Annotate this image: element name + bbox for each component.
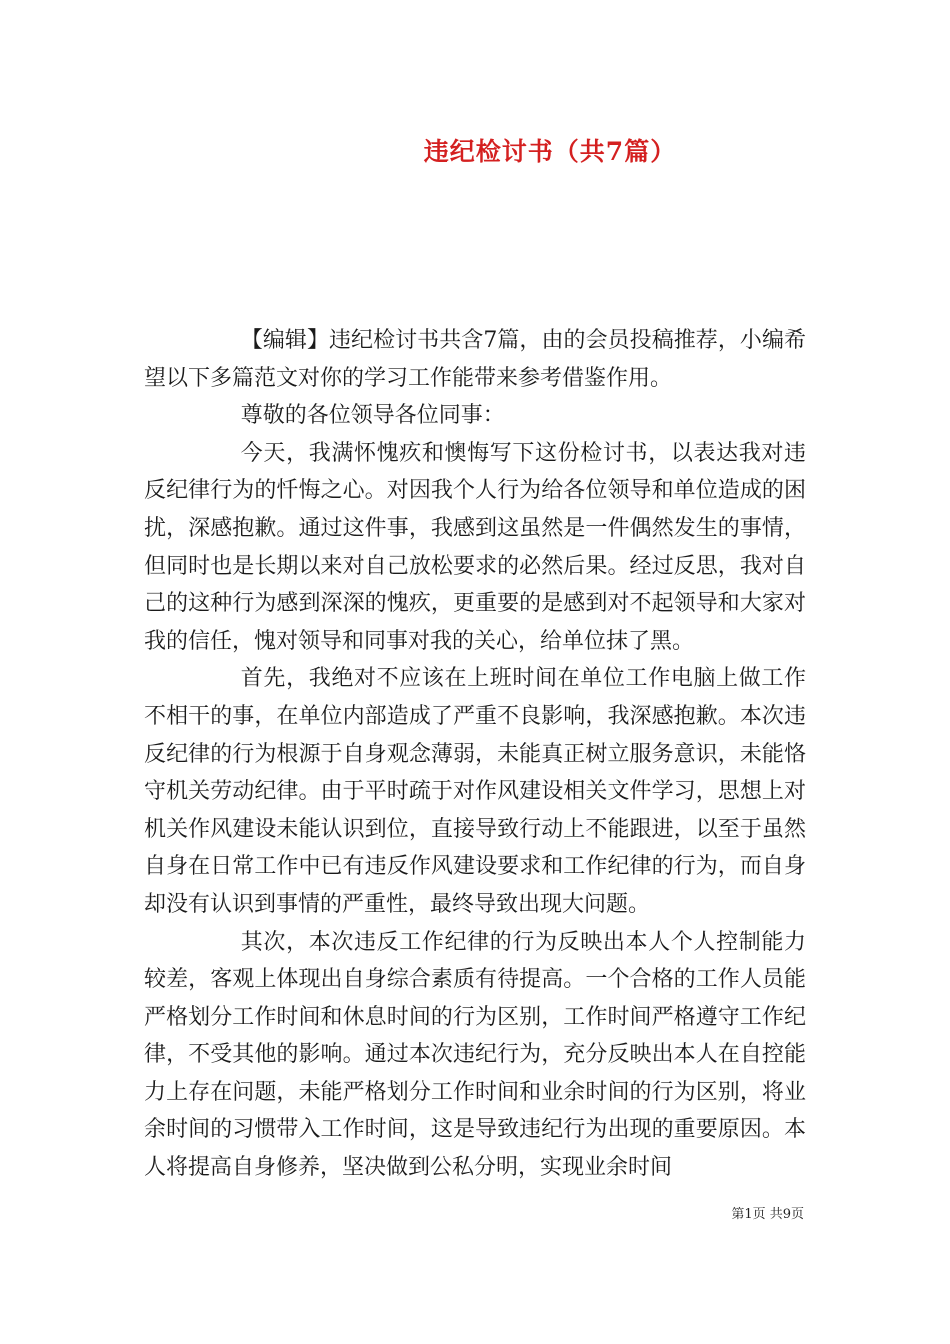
page-number: 第1页 共9页	[731, 1207, 804, 1222]
paragraph-salutation: 尊敬的各位领导各位同事：	[240, 403, 505, 429]
paragraph-body-3: 其次，本次违反工作纪律的行为反映出本人个人控制能力较差，客观上体现出自身综合素质有待提高。一个合格的工作人员能严格划分工作时间和休息时间的行为区别，工作时间严格遵守工作纪律，不受其他的影响。通过本次违纪行为，充分反映出本人在自控能力上存在问题，未能严格划分工作时间和业余时间的行为区别，将业余时间的习惯带入工作时间，这是导致违纪行为出现的重要原因。本人将提高自身修养，坚决做到公私分明，实现业余时间	[144, 929, 806, 1181]
paragraph-intro: 【编辑】违纪检讨书共含7篇，由的会员投稿推荐，小编希望以下多篇范文对你的学习工作能带来参考借鉴作用。	[144, 328, 806, 391]
document-body	[144, 322, 806, 1187]
paragraph-body-2: 首先，我绝对不应该在上班时间在单位工作电脑上做工作不相干的事，在单位内部造成了严重不良影响，我深感抱歉。本次违反纪律的行为根源于自身观念薄弱，未能真正树立服务意识，未能恪守机关劳动纪律。由于平时疏于对作风建设相关文件学习，思想上对机关作风建设未能认识到位，直接导致行动上不能跟进，以至于虽然自身在日常工作中已有违反作风建设要求和工作纪律的行为，而自身却没有认识到事情的严重性，最终导致出现大问题。	[144, 666, 806, 917]
document-title: 违纪检讨书（共7篇）	[423, 137, 677, 166]
paragraph-body-1: 今天，我满怀愧疚和懊悔写下这份检讨书，以表达我对违反纪律行为的忏悔之心。对因我个人行为给各位领导和单位造成的困扰，深感抱歉。通过这件事，我感到这虽然是一件偶然发生的事情，但同时也是长期以来对自己放松要求的必然后果。经过反思，我对自己的这种行为感到深深的愧疚，更重要的是感到对不起领导和大家对我的信任，愧对领导和同事对我的关心，给单位抹了黑。	[144, 440, 806, 654]
